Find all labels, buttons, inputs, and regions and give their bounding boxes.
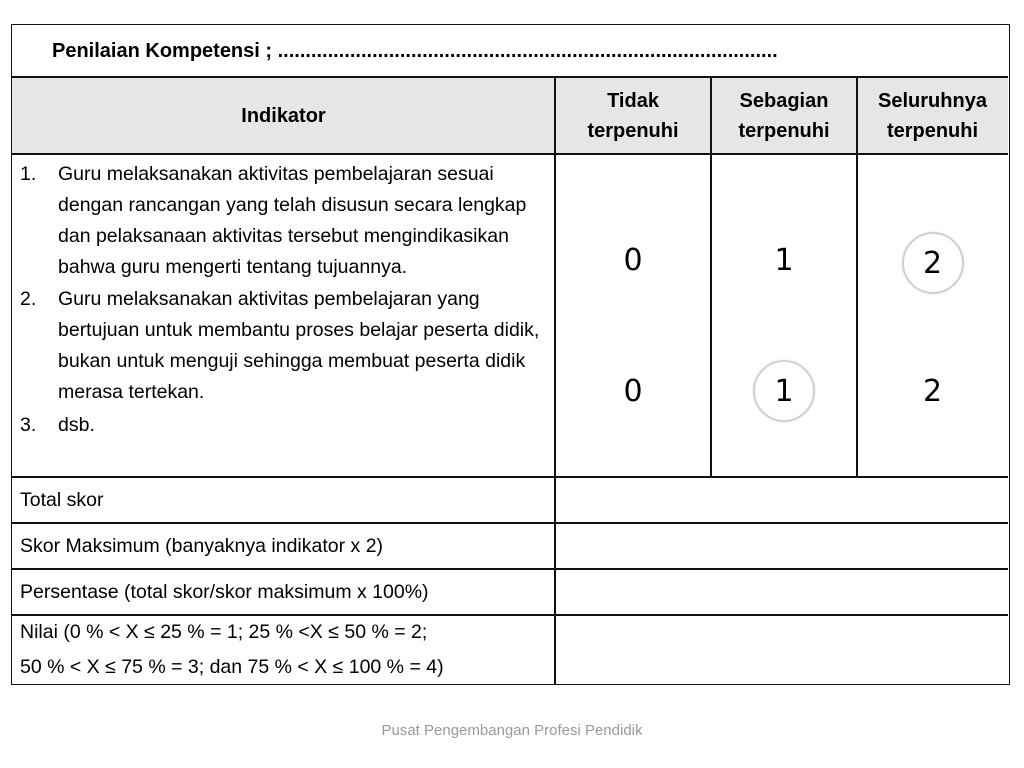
score-2-tidak[interactable]: [555, 361, 711, 421]
score-value: 0: [623, 373, 643, 409]
nilai-line-1: Nilai (0 % < X ≤ 25 % = 1; 25 % <X ≤ 50 % = 2;: [20, 621, 428, 643]
score-1-sebagian[interactable]: [711, 230, 857, 290]
indicator-item: [20, 284, 547, 408]
nilai-label: [12, 615, 555, 684]
total-score-value[interactable]: [555, 477, 1008, 523]
percentage-label: Persentase (total skor/skor maksimum x 100%): [20, 580, 429, 603]
assessment-table: [11, 24, 1010, 685]
percentage-value[interactable]: [555, 569, 1008, 615]
indicator-item: [20, 410, 547, 441]
nilai-line-2: 50 % < X ≤ 75 % = 3; dan 75 % < X ≤ 100 % = 4): [20, 656, 444, 678]
nilai-value[interactable]: [555, 615, 1008, 684]
score-value: 1: [774, 373, 794, 409]
divider: [12, 614, 1008, 616]
header-tidak-terpenuhi: [555, 77, 711, 154]
max-score-value[interactable]: [555, 523, 1008, 569]
total-score-label: Total skor: [20, 488, 104, 511]
score-value: 2: [922, 373, 943, 409]
indicator-text: dsb.: [58, 414, 95, 436]
score-2-seluruhnya[interactable]: [857, 361, 1008, 421]
header-tidak-line2: terpenuhi: [587, 119, 679, 142]
score-value: 0: [623, 242, 643, 278]
score-value: 2: [922, 245, 943, 281]
header-tidak-line1: Tidak: [607, 89, 659, 112]
score-value: 1: [774, 242, 794, 278]
max-score-label: Skor Maksimum (banyaknya indikator x 2): [20, 534, 384, 557]
footer-credit: Pusat Pengembangan Profesi Pendidik: [381, 722, 643, 739]
indicator-text: Guru melaksanakan aktivitas pembelajaran sesuai dengan rancangan yang telah disusun secara lengkap dan pelaksanaan aktivitas tersebut mengindikasikan bahwa guru mengerti tentang tujuannya.: [58, 163, 527, 278]
divider: [12, 568, 1008, 570]
indicator-number: 2.: [20, 288, 37, 310]
divider: [12, 76, 1008, 78]
divider: [12, 153, 1008, 155]
score-2-sebagian[interactable]: [709, 361, 859, 421]
divider: [554, 77, 556, 684]
divider: [12, 522, 1008, 524]
header-seluruhnya-terpenuhi: [857, 77, 1008, 154]
header-seluruhnya-line1: Seluruhnya: [878, 89, 987, 112]
indicator-list: [12, 155, 555, 477]
indicator-number: 1.: [20, 163, 37, 185]
header-seluruhnya-line2: terpenuhi: [886, 119, 979, 142]
indicator-text: Guru melaksanakan aktivitas pembelajaran yang bertujuan untuk membantu proses belajar peserta didik, bukan untuk menguji sehingga membuat peserta didik merasa tertekan.: [58, 288, 540, 403]
header-sebagian-line1: Sebagian: [739, 89, 829, 112]
divider: [12, 476, 1008, 478]
table-title: Penilaian Kompetensi ; ..........................................................................................: [52, 39, 778, 62]
score-1-seluruhnya[interactable]: [857, 233, 1008, 293]
divider: [710, 77, 712, 477]
indicator-number: 3.: [20, 414, 37, 436]
indicator-item: [20, 159, 547, 283]
header-indicator: Indikator: [241, 104, 326, 127]
header-sebagian-line2: terpenuhi: [738, 119, 830, 142]
header-sebagian-terpenuhi: [711, 77, 857, 154]
score-1-tidak[interactable]: [555, 230, 711, 290]
divider: [856, 77, 858, 477]
